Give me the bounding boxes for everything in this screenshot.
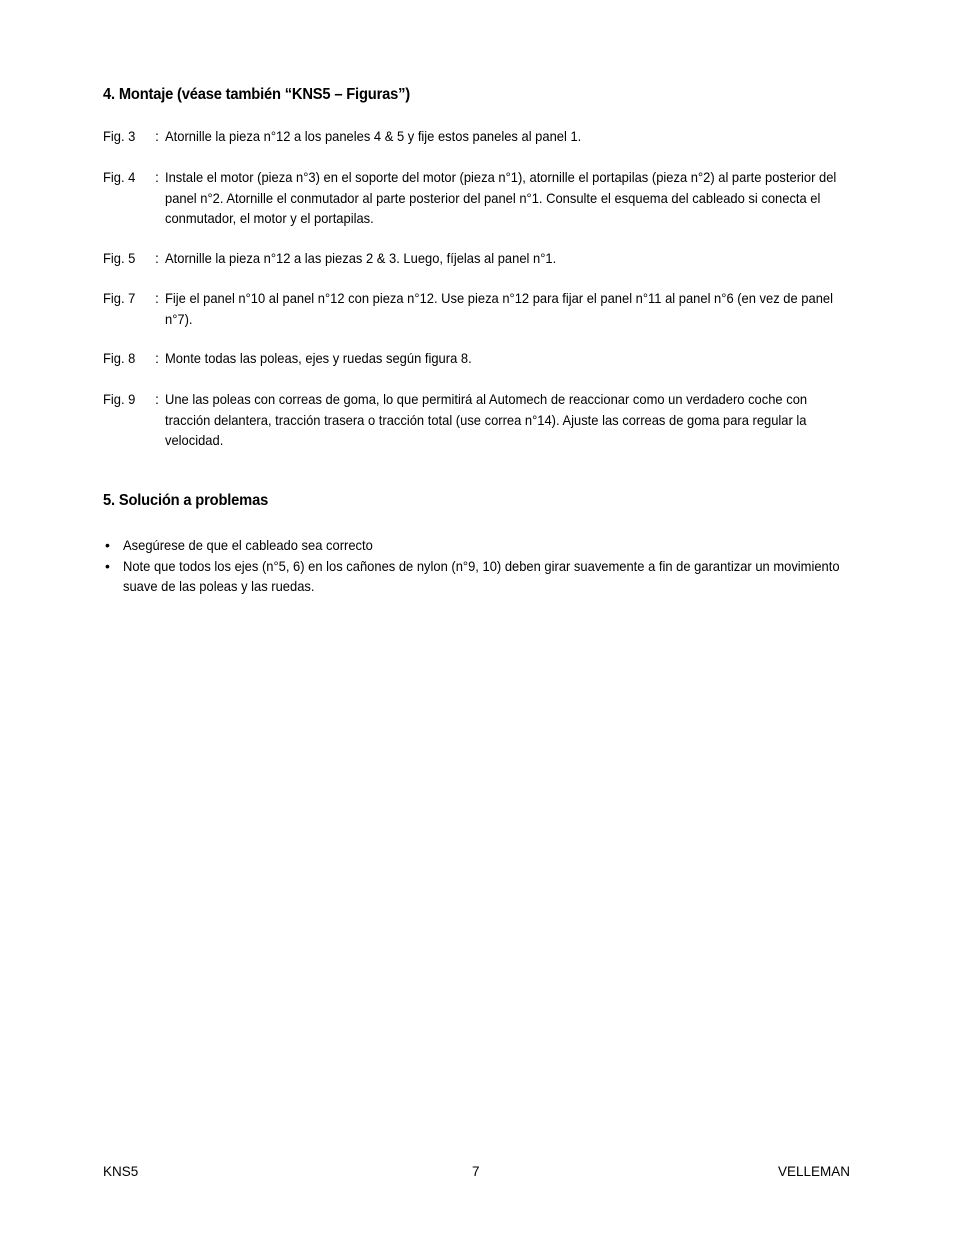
list-item-text: Asegúrese de que el cableado sea correcto xyxy=(123,537,373,553)
list-item-text: Note que todos los ejes (n°5, 6) en los cañones de nylon (n°9, 10) deben girar suavemente a fin de garantizar un movimiento suave de las poleas y las ruedas. xyxy=(123,557,840,594)
figure-step xyxy=(103,389,863,451)
section-heading-montaje: 4. Montaje (véase también “KNS5 – Figuras”) xyxy=(103,86,411,103)
figure-step xyxy=(103,167,863,229)
list-item xyxy=(103,556,863,597)
figure-step xyxy=(103,248,863,270)
footer-right: VELLEMAN xyxy=(777,1164,850,1179)
figure-label: Fig. 4 xyxy=(103,169,136,185)
figure-label: Fig. 9 xyxy=(103,391,136,407)
figure-label: Fig. 8 xyxy=(103,350,136,366)
figure-step xyxy=(103,288,863,330)
figure-colon: : xyxy=(155,250,159,266)
footer-page-number: 7 xyxy=(472,1164,480,1179)
figure-label: Fig. 5 xyxy=(103,250,136,266)
figure-text: Une las poleas con correas de goma, lo que permitirá al Automech de reaccionar como un verdadero coche con tracción delantera, tracción trasera o tracción total (use correa n°14). Ajuste las correas de goma para regular la velocidad. xyxy=(165,391,808,448)
figure-step xyxy=(103,126,863,148)
bullet-icon: • xyxy=(105,557,110,574)
footer-left: KNS5 xyxy=(103,1164,139,1179)
figure-label: Fig. 7 xyxy=(103,290,136,306)
figure-text: Instale el motor (pieza n°3) en el soporte del motor (pieza n°1), atornille el portapilas (pieza n°2) al parte posterior del panel n°2. Atornille el conmutador al parte posterior del panel n°1. Consulte el esquema del cableado si conecta el conmutador, el motor y el portapilas. xyxy=(165,169,837,226)
figure-colon: : xyxy=(155,391,159,407)
figure-colon: : xyxy=(155,350,159,366)
figure-text: Fije el panel n°10 al panel n°12 con pieza n°12. Use pieza n°12 para fijar el panel n°11 al panel n°6 (en vez de panel n°7). xyxy=(165,290,833,327)
figure-text: Atornille la pieza n°12 a las piezas 2 & 3. Luego, fíjelas al panel n°1. xyxy=(165,250,557,266)
bullet-icon: • xyxy=(105,537,110,553)
figure-colon: : xyxy=(155,169,159,185)
figure-colon: : xyxy=(155,290,159,306)
figure-text: Monte todas las poleas, ejes y ruedas según figura 8. xyxy=(165,350,472,366)
figure-colon: : xyxy=(155,128,159,144)
figure-text: Atornille la pieza n°12 a los paneles 4 & 5 y fije estos paneles al panel 1. xyxy=(165,128,582,144)
troubleshooting-list xyxy=(103,535,863,597)
figure-label: Fig. 3 xyxy=(103,128,136,144)
section-heading-solucion: 5. Solución a problemas xyxy=(103,492,269,509)
figure-step xyxy=(103,348,863,370)
list-item xyxy=(103,535,863,556)
